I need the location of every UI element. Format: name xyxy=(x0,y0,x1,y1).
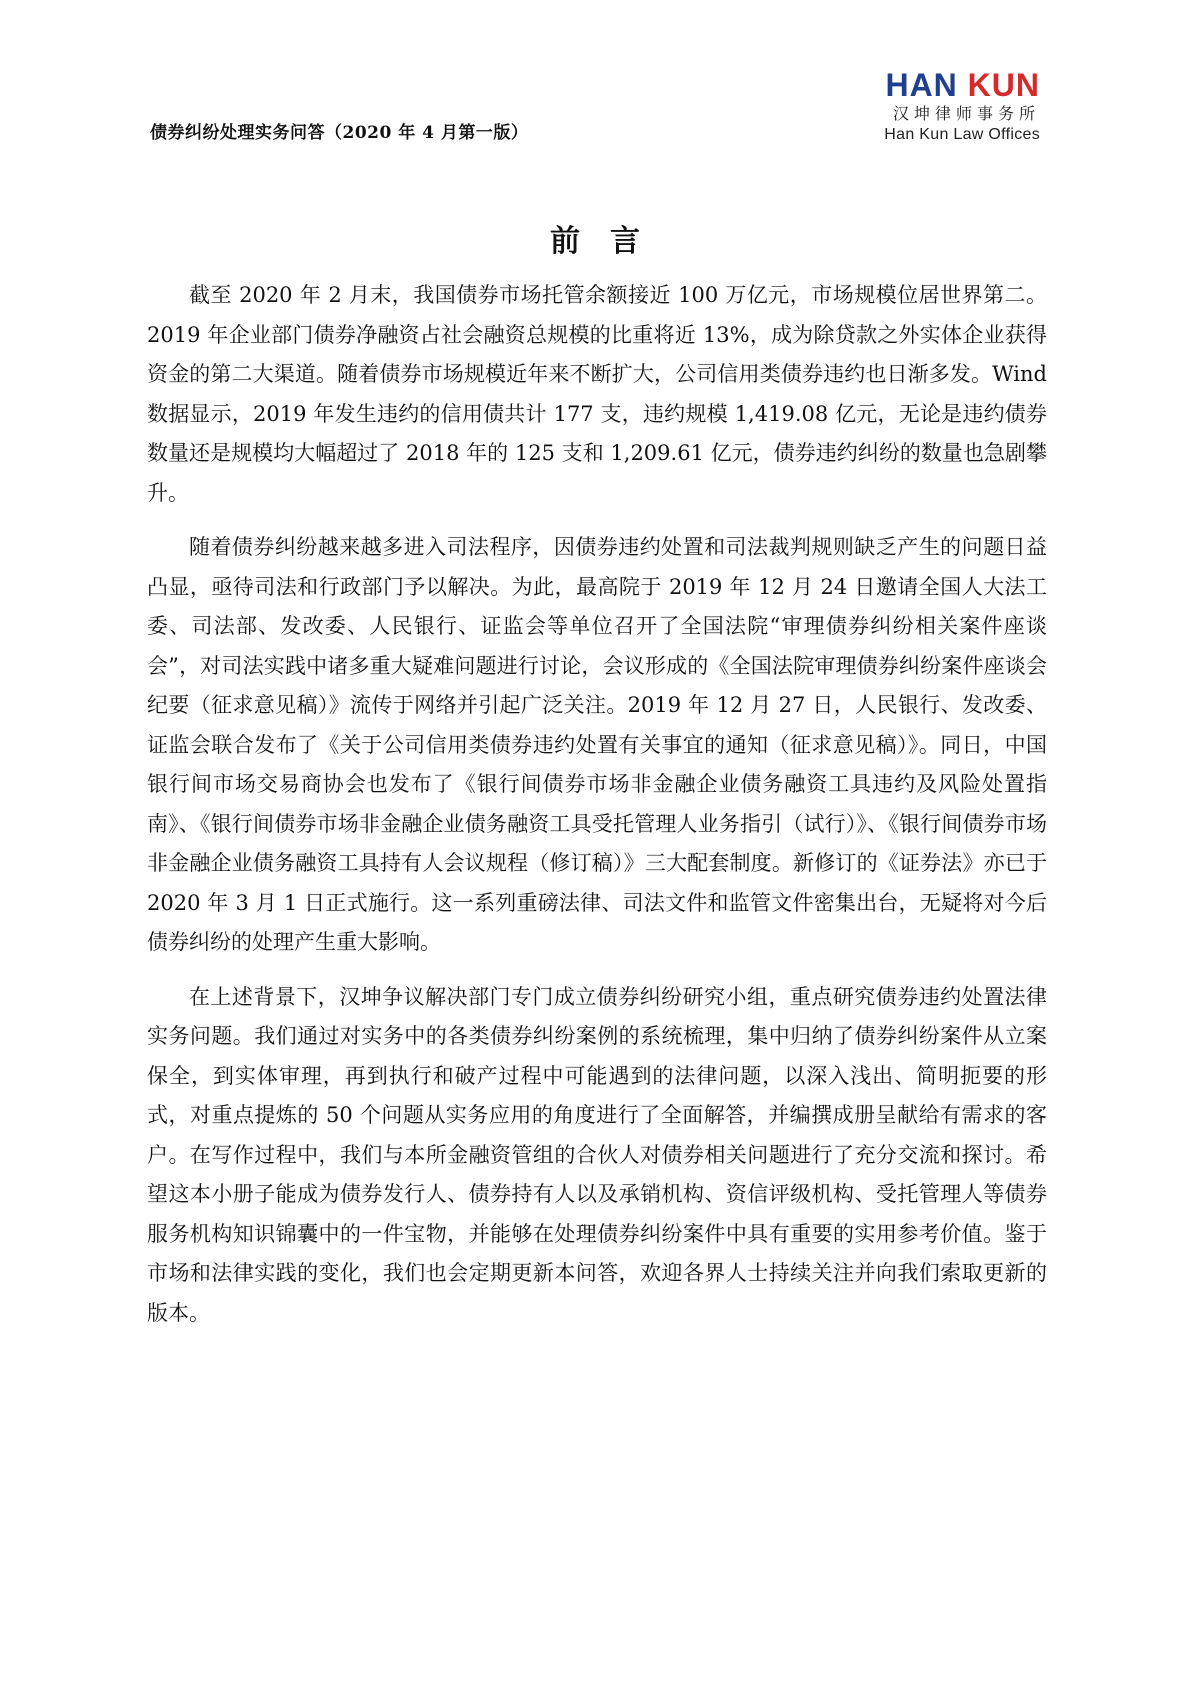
paragraph: 截至 2020 年 2 月末，我国债券市场托管余额接近 100 万亿元，市场规模位居世界第二。2019 年企业部门债券净融资占社会融资总规模的比重将近 13%，成为除贷款之外实体企业获得资金的第二大渠道。随着债券市场规模近年来不断扩大，公司信用类债券违约也日渐多发。Wind 数据显示，2019 年发生违约的信用债共计 177 支，违约规模 1,419.08 亿元，无论是违约债券数量还是规模均大幅超过了 2018 年的 125 支和 1,209.61 亿元，债券违约纠纷的数量也急剧攀升。 xyxy=(147,283,1047,505)
logo-word-han: HAN xyxy=(885,67,958,103)
page-title: 前言 xyxy=(550,224,670,259)
paragraph: 在上述背景下，汉坤争议解决部门专门成立债券纠纷研究小组，重点研究债券违约处置法律实务问题。我们通过对实务中的各类债券纠纷案例的系统梳理，集中归纳了债券纠纷案件从立案保全，到实体审理，再到执行和破产过程中可能遇到的法律问题，以深入浅出、简明扼要的形式，对重点提炼的 50 个问题从实务应用的角度进行了全面解答，并编撰成册呈献给有需求的客户。在写作过程中，我们与本所金融资管组的合伙人对债券相关问题进行了充分交流和探讨。希望这本小册子能成为债券发行人、债券持有人以及承销机构、资信评级机构、受托管理人等债券服务机构知识锦囊中的一件宝物，并能够在处理债券纠纷案件中具有重要的实用参考价值。鉴于市场和法律实践的变化，我们也会定期更新本问答，欢迎各界人士持续关注并向我们索取更新的版本。 xyxy=(147,984,1047,1325)
body-text xyxy=(147,276,1047,1348)
logo-wordmark xyxy=(884,68,1040,102)
logo-word-kun: KUN xyxy=(967,67,1040,103)
firm-logo xyxy=(884,68,1040,146)
logo-english-name: Han Kun Law Offices xyxy=(884,126,1040,143)
running-header: 债券纠纷处理实务问答（2020 年 4 月第一版） xyxy=(150,123,529,143)
logo-chinese-name: 汉坤律师事务所 xyxy=(892,104,1040,123)
paragraph: 随着债券纠纷越来越多进入司法程序，因债券违约处置和司法裁判规则缺乏产生的问题日益凸显，亟待司法和行政部门予以解决。为此，最高院于 2019 年 12 月 24 日邀请全国人大法工委、司法部、发改委、人民银行、证监会等单位召开了全国法院“审理债券纠纷相关案件座谈会”，对司法实践中诸多重大疑难问题进行讨论，会议形成的《全国法院审理债券纠纷案件座谈会纪要（征求意见稿）》流传于网络并引起广泛关注。2019 年 12 月 27 日，人民银行、发改委、证监会联合发布了《关于公司信用类债券违约处置有关事宜的通知（征求意见稿）》。同日，中国银行间市场交易商协会也发布了《银行间债券市场非金融企业债务融资工具违约及风险处置指南》、《银行间债券市场非金融企业债务融资工具受托管理人业务指引（试行）》、《银行间债券市场非金融企业债务融资工具持有人会议规程（修订稿）》三大配套制度。新修订的《证券法》亦已于 2020 年 3 月 1 日正式施行。这一系列重磅法律、司法文件和监管文件密集出台，无疑将对今后债券纠纷的处理产生重大影响。 xyxy=(147,535,1047,954)
